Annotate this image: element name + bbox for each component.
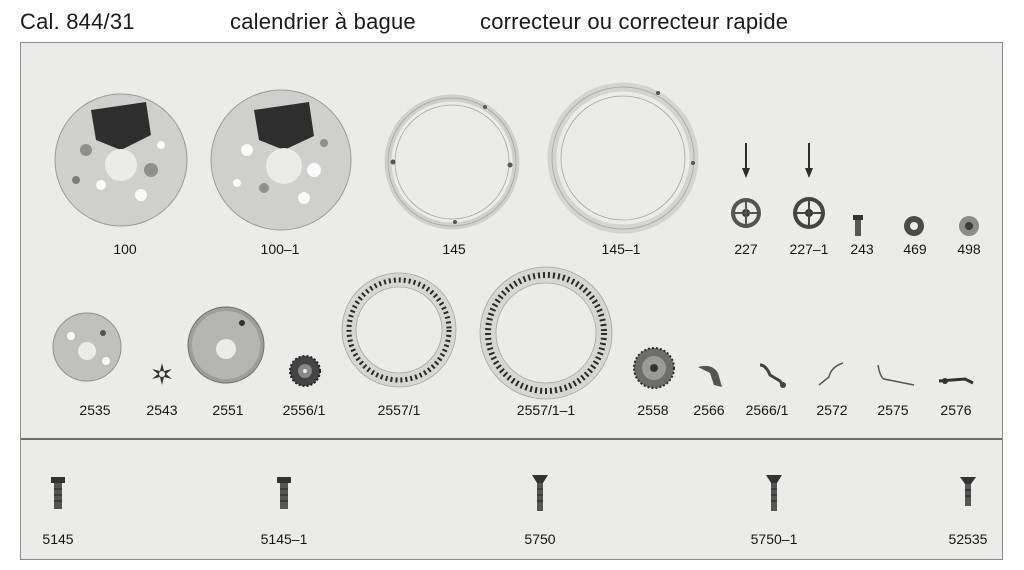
part-number-label: 469 [903,241,927,257]
part-2551-plate [186,305,266,385]
part-number-label: 227 [734,241,758,257]
part-number-label: 2543 [146,402,178,418]
part-number-label: 100–1 [260,241,300,257]
part-number-label: 2572 [816,402,848,418]
part-number-label: 243 [850,241,874,257]
screw-number-label: 5750 [524,531,556,547]
part-number-label: 2575 [877,402,909,418]
part-number-label: 145–1 [601,241,641,257]
part-2556-1-gear [289,355,321,387]
part-469-washer [903,215,925,237]
part-number-label: 2551 [212,402,244,418]
part-2572-spring [817,361,847,391]
part-243-screw [852,215,864,237]
part-number-label: 2556/1 [282,402,326,418]
part-2535-plate [51,311,123,383]
screw-number-label: 52535 [948,531,988,547]
calendar-title: calendrier à bague [230,9,416,34]
part-498-jewel [958,215,980,237]
part-number-label: 2576 [940,402,972,418]
part-2566-1-lever [758,361,788,391]
screw-5145-icon [51,477,65,511]
part-2576-lever [937,373,977,389]
part-number-label: 2566 [693,402,725,418]
part-number-label: 100 [113,241,137,257]
part-number-label: 145 [442,241,466,257]
part-100-main-plate [51,90,191,230]
screw-5750-icon [532,475,548,513]
calibre-title: Cal. 844/31 [20,9,135,34]
part-2557-1-1-date-ring [481,268,611,398]
part-227-wheel [726,143,766,233]
screw-5145-1-icon [277,477,291,511]
part-number-label: 2558 [637,402,669,418]
part-145-1-ring [548,83,698,233]
screw-5750-1-icon [766,475,782,513]
part-2557-1-date-ring [344,275,454,385]
part-number-label: 2557/1 [377,402,421,418]
part-2543-star-wheel [151,363,173,385]
part-number-label: 227–1 [789,241,829,257]
part-2566-lever [696,361,726,391]
part-number-label: 2557/1–1 [516,402,576,418]
part-145-ring [385,95,520,230]
section-divider [21,438,1002,440]
corrector-title: correcteur ou correcteur rapide [480,9,789,34]
part-number-label: 498 [957,241,981,257]
part-100-1-main-plate [209,88,354,233]
parts-chart-panel [20,42,1003,560]
part-number-label: 2535 [79,402,111,418]
screw-number-label: 5750–1 [750,531,798,547]
screw-number-label: 5145 [42,531,74,547]
screw-52535-icon [960,477,976,509]
part-2575-spring [876,363,916,391]
part-2558-gear [633,347,675,389]
part-227-1-wheel [789,143,829,233]
part-number-label: 2566/1 [745,402,789,418]
screw-number-label: 5145–1 [260,531,308,547]
